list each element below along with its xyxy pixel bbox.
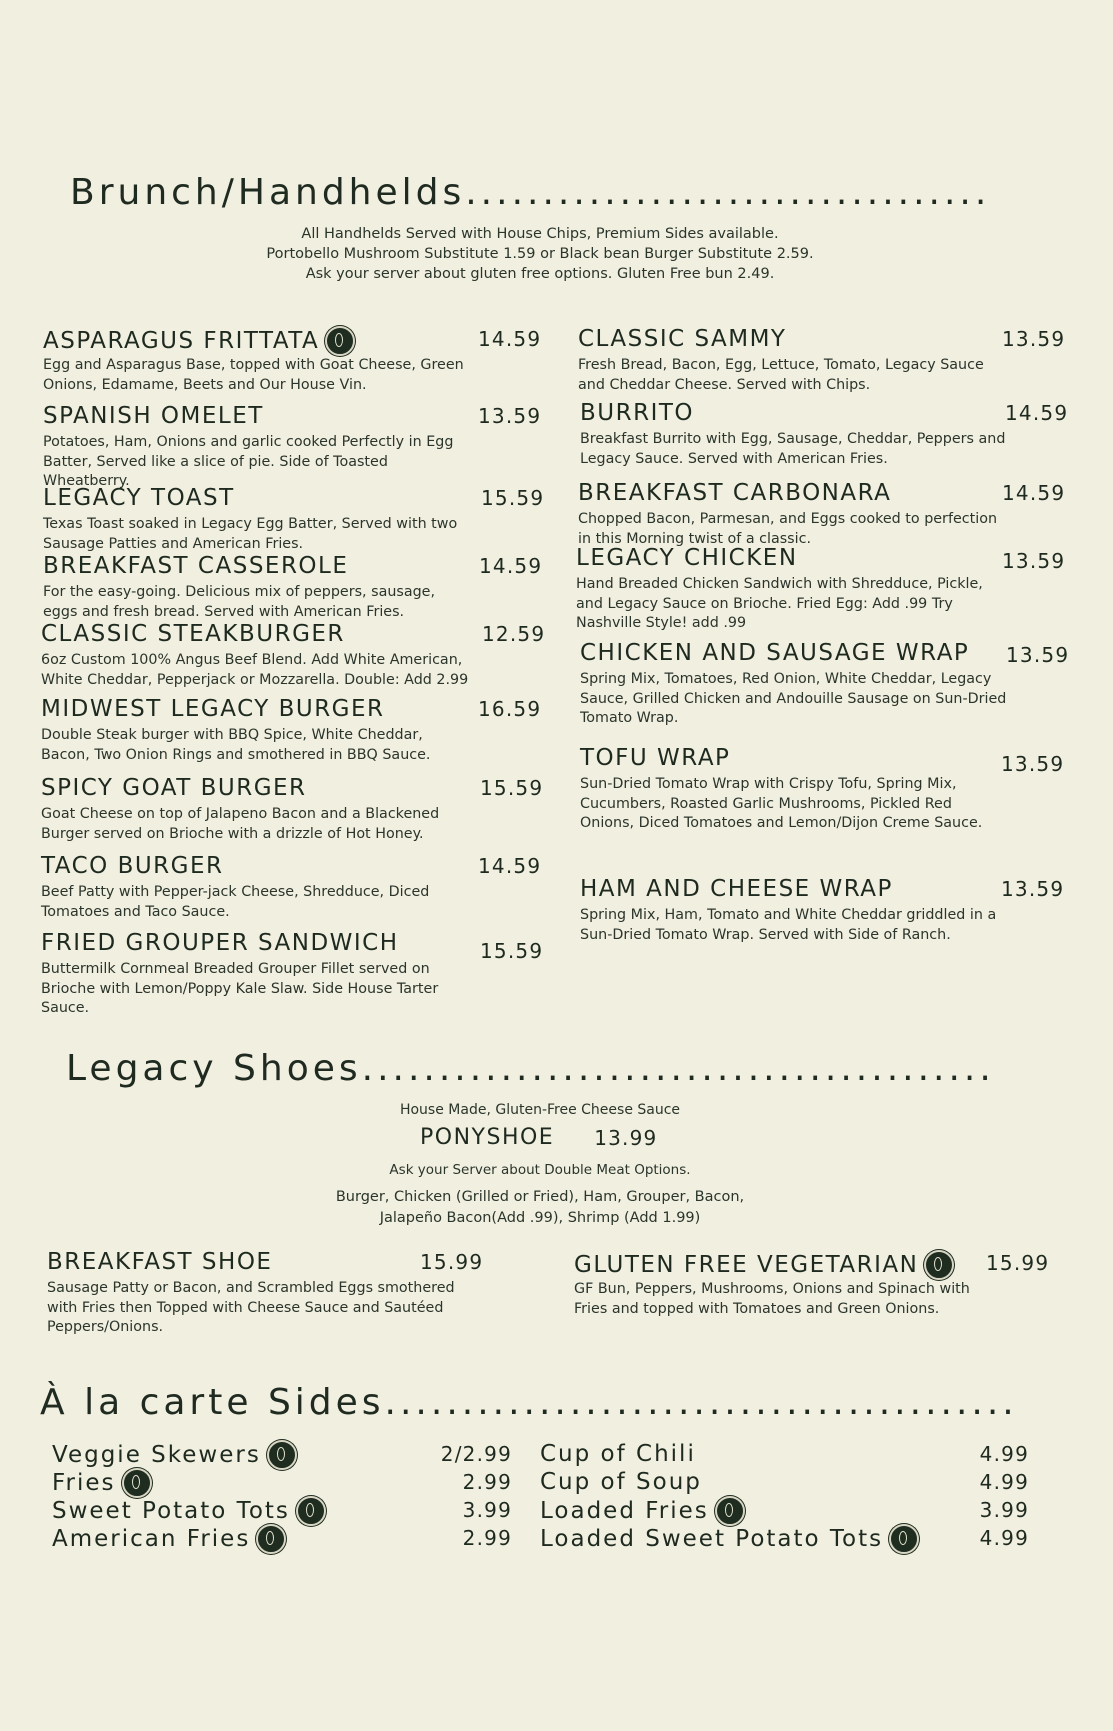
menu-item-name-text: TOFU WRAP — [580, 745, 731, 771]
ponyshoe-row — [420, 1125, 680, 1151]
side-item-price: 4.99 — [979, 1526, 1029, 1550]
side-item-price: 3.99 — [979, 1498, 1029, 1522]
side-item-price: 2.99 — [462, 1526, 512, 1550]
menu-item-name-text: LEGACY CHICKEN — [576, 545, 798, 571]
gluten-free-icon — [256, 1524, 286, 1554]
menu-item-name — [43, 485, 235, 511]
menu-item-name-text: SPANISH OMELET — [43, 403, 264, 429]
menu-item-price: 13.59 — [1006, 643, 1070, 667]
side-item-name: American Fries — [52, 1526, 251, 1552]
side-item-name: Sweet Potato Tots — [52, 1498, 290, 1524]
menu-item-description: Sausage Patty or Bacon, and Scrambled Eggs smothered with Fries then Topped with Cheese Sauce and Sautéed Peppers/Onions. — [47, 1280, 455, 1335]
menu-item-name-text: LEGACY TOAST — [43, 485, 235, 511]
side-item-name: Fries — [52, 1470, 116, 1496]
side-item-price: 4.99 — [979, 1442, 1029, 1466]
menu-item-description: Buttermilk Cornmeal Breaded Grouper Fillet served on Brioche with Lemon/Poppy Kale Slaw. Side House Tarter Sauce. — [41, 961, 439, 1016]
menu-item-name-text: CLASSIC STEAKBURGER — [41, 621, 345, 647]
gluten-free-icon — [122, 1468, 152, 1498]
menu-item-price: 12.59 — [482, 622, 546, 646]
side-item-price: 4.99 — [979, 1470, 1029, 1494]
gluten-free-icon — [325, 326, 355, 356]
gluten-free-icon — [889, 1524, 919, 1554]
menu-item-name-text: MIDWEST LEGACY BURGER — [41, 696, 385, 722]
side-item — [52, 1524, 286, 1554]
menu-item-description: Fresh Bread, Bacon, Egg, Lettuce, Tomato, Legacy Sauce and Cheddar Cheese. Served with Chips. — [578, 357, 984, 393]
menu-item-name — [41, 930, 399, 956]
menu-item-description: GF Bun, Peppers, Mushrooms, Onions and Spinach with Fries and topped with Tomatoes and Green Onions. — [574, 1281, 970, 1317]
side-item — [52, 1468, 152, 1498]
menu-item-description: Breakfast Burrito with Egg, Sausage, Cheddar, Peppers and Legacy Sauce. Served with American Fries. — [580, 431, 1006, 467]
side-item — [540, 1440, 696, 1468]
side-item-name: Cup of Soup — [540, 1469, 702, 1495]
side-item-price: 2/2.99 — [440, 1442, 512, 1466]
menu-item-price: 16.59 — [478, 697, 542, 721]
menu-item-name-text: BREAKFAST CARBONARA — [578, 480, 892, 506]
menu-item-name — [580, 400, 694, 426]
menu-item-name-text: HAM AND CHEESE WRAP — [580, 876, 893, 902]
ponyshoe-price: 13.99 — [594, 1126, 658, 1150]
menu-item-description: For the easy-going. Delicious mix of peppers, sausage, eggs and fresh bread. Served with American Fries. — [43, 584, 436, 620]
menu-item-description: Chopped Bacon, Parmesan, and Eggs cooked to perfection in this Morning twist of a classic. — [578, 511, 998, 547]
menu-item-name-text: GLUTEN FREE VEGETARIAN — [574, 1252, 919, 1278]
side-item — [540, 1468, 702, 1496]
menu-item-price: 15.59 — [481, 486, 545, 510]
side-item-name: Veggie Skewers — [52, 1442, 261, 1468]
menu-item-description: Egg and Asparagus Base, topped with Goat Cheese, Green Onions, Edamame, Beets and Our House Vin. — [43, 357, 464, 393]
menu-item-name — [41, 621, 345, 647]
menu-item-name — [574, 1250, 954, 1280]
menu-item-price: 13.59 — [1002, 327, 1066, 351]
menu-item-price: 14.59 — [478, 854, 542, 878]
side-item-price: 3.99 — [462, 1498, 512, 1522]
side-item-name: Loaded Sweet Potato Tots — [540, 1526, 884, 1552]
gluten-free-icon — [267, 1440, 297, 1470]
side-item — [52, 1440, 297, 1470]
menu-item-price: 13.59 — [478, 404, 542, 428]
menu-item-price: 14.59 — [1005, 401, 1069, 425]
side-item-name: Loaded Fries — [540, 1498, 709, 1524]
menu-item-name-text: CHICKEN AND SAUSAGE WRAP — [580, 640, 970, 666]
side-item-name: Cup of Chili — [540, 1441, 696, 1467]
menu-item-name-text: SPICY GOAT BURGER — [41, 775, 307, 801]
brunch-note: All Handhelds Served with House Chips, Premium Sides available. — [301, 226, 779, 242]
menu-item-description: Potatoes, Ham, Onions and garlic cooked Perfectly in Egg Batter, Served like a slice of pie. Side of Toasted Wheatberry. — [43, 434, 454, 489]
menu-item-name — [43, 403, 264, 429]
menu-item-name — [47, 1249, 272, 1275]
menu-item-price: 14.59 — [478, 327, 542, 351]
menu-item-name — [41, 775, 307, 801]
menu-item-name — [43, 553, 348, 579]
menu-item-name — [580, 876, 893, 902]
side-item — [52, 1496, 326, 1526]
shoes-note-proteins: Burger, Chicken (Grilled or Fried), Ham, Grouper, Bacon, — [335, 1189, 745, 1205]
menu-item-name — [43, 326, 355, 356]
menu-item-name — [578, 480, 891, 506]
gluten-free-icon — [715, 1496, 745, 1526]
gluten-free-icon — [296, 1496, 326, 1526]
brunch-notes — [200, 224, 880, 284]
menu-item-description: Double Steak burger with BBQ Spice, White Cheddar, Bacon, Two Onion Rings and smothered in BBQ Sauce. — [41, 727, 431, 763]
menu-item-price: 14.59 — [1002, 481, 1066, 505]
menu-item-name-text: BREAKFAST CASSEROLE — [43, 553, 349, 579]
shoes-note-cheese: House Made, Gluten-Free Cheese Sauce — [399, 1102, 681, 1118]
menu-item-description: Beef Patty with Pepper-jack Cheese, Shredduce, Diced Tomatoes and Taco Sauce. — [41, 884, 430, 920]
menu-item-name — [580, 640, 969, 666]
menu-item-name-text: CLASSIC SAMMY — [578, 326, 787, 352]
menu-item-price: 15.59 — [480, 776, 544, 800]
menu-item-price: 13.59 — [1001, 877, 1065, 901]
menu-item-name-text: BREAKFAST SHOE — [47, 1249, 273, 1275]
menu-item-name — [576, 545, 798, 571]
menu-item-description: Hand Breaded Chicken Sandwich with Shredduce, Pickle, and Legacy Sauce on Brioche. Fried Egg: Add .99 Try Nashville Style! add .99 — [576, 576, 983, 631]
section-title-sides: À la carte Sides......................................... — [40, 1382, 1018, 1423]
brunch-note: Ask your server about gluten free options. Gluten Free bun 2.49. — [305, 266, 775, 282]
menu-item-description: Sun-Dried Tomato Wrap with Crispy Tofu, Spring Mix, Cucumbers, Roasted Garlic Mushrooms, Pickled Red Onions, Diced Tomatoes and Lemon/Dijon Creme Sauce. — [580, 776, 983, 831]
menu-item-description: Texas Toast soaked in Legacy Egg Batter, Served with two Sausage Patties and American Fries. — [43, 516, 458, 552]
menu-item-price: 13.59 — [1001, 752, 1065, 776]
menu-item-name — [41, 853, 224, 879]
side-item — [540, 1524, 919, 1554]
shoes-note-addons: Jalapeño Bacon(Add .99), Shrimp (Add 1.99) — [379, 1210, 701, 1226]
menu-item-price: 15.99 — [986, 1251, 1050, 1275]
menu-item-name-text: TACO BURGER — [41, 853, 224, 879]
shoes-note-double-meat: Ask your Server about Double Meat Options. — [389, 1162, 691, 1178]
menu-item-description: Spring Mix, Tomatoes, Red Onion, White Cheddar, Legacy Sauce, Grilled Chicken and Andouille Sausage on Sun-Dried Tomato Wrap. — [580, 671, 1007, 726]
menu-item-description: 6oz Custom 100% Angus Beef Blend. Add White American, White Cheddar, Pepperjack or Mozzarella. Double: Add 2.99 — [41, 652, 469, 688]
menu-item-name-text: BURRITO — [580, 400, 695, 426]
section-title-shoes: Legacy Shoes......................................... — [66, 1048, 995, 1089]
menu-item-description: Spring Mix, Ham, Tomato and White Cheddar griddled in a Sun-Dried Tomato Wrap. Served with Side of Ranch. — [580, 907, 997, 943]
side-item — [540, 1496, 745, 1526]
brunch-note: Portobello Mushroom Substitute 1.59 or Black bean Burger Substitute 2.59. — [266, 246, 814, 262]
section-title-brunch: Brunch/Handhelds.................................. — [70, 172, 991, 213]
menu-item-price: 15.99 — [420, 1250, 484, 1274]
menu-item-price: 15.59 — [480, 939, 544, 963]
menu-item-name — [41, 696, 385, 722]
menu-item-name-text: FRIED GROUPER SANDWICH — [41, 930, 399, 956]
menu-item-name-text: ASPARAGUS FRITTATA — [43, 328, 320, 354]
gluten-free-icon — [924, 1250, 954, 1280]
menu-item-name — [580, 745, 730, 771]
menu-item-price: 14.59 — [479, 554, 543, 578]
ponyshoe-name: PONYSHOE — [420, 1125, 555, 1150]
side-item-price: 2.99 — [462, 1470, 512, 1494]
menu-item-name — [578, 326, 787, 352]
menu-item-price: 13.59 — [1002, 549, 1066, 573]
menu-item-description: Goat Cheese on top of Jalapeno Bacon and a Blackened Burger served on Brioche with a drizzle of Hot Honey. — [41, 806, 440, 842]
